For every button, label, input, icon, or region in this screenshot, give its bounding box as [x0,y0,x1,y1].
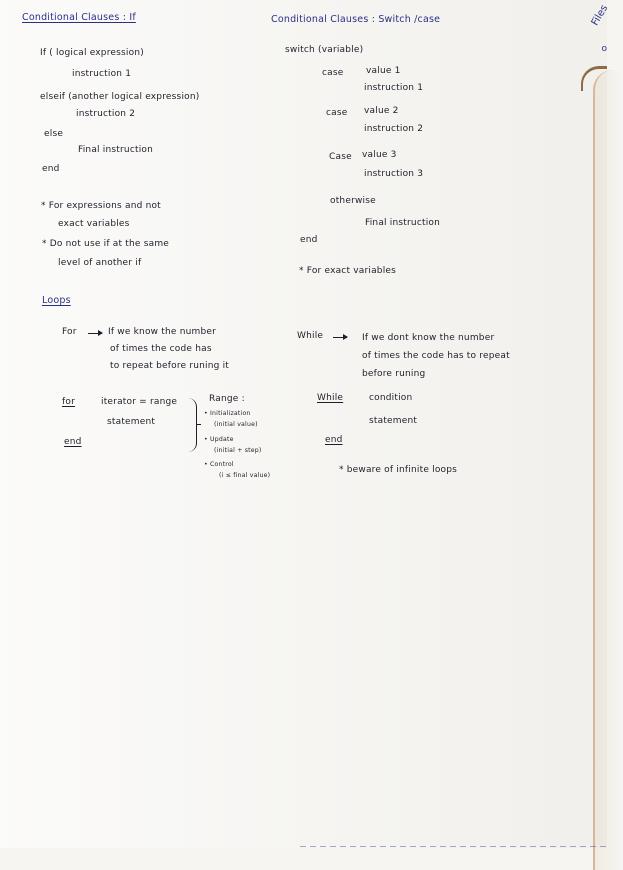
if-line-1: If ( logical expression) [40,48,144,58]
if-header: Conditional Clauses : If [22,12,136,23]
while-desc-2: of times the code has to repeat [362,351,510,361]
range-initialization: • Initialization [204,410,251,417]
switch-end: end [300,235,318,245]
while-label: While [297,331,324,341]
range-control: • Control [204,461,234,468]
page-edge-shadow [593,70,623,870]
range-brace [188,398,197,452]
otherwise: otherwise [330,196,376,206]
if-line-2: instruction 1 [72,69,132,79]
for-keyword: for [62,397,75,407]
bottom-edge-marks [300,846,607,847]
loops-title: Loops [42,295,71,306]
for-desc-3: to repeat before runing it [110,361,230,371]
while-desc-3: before runing [362,369,426,379]
while-arrow [333,337,347,338]
instruction-2: instruction 2 [364,124,424,134]
note-left-1b: exact variables [58,219,130,229]
while-desc-1: If we dont know the number [362,333,495,343]
final-instruction: Final instruction [365,218,441,228]
while-statement: statement [369,416,418,426]
for-statement: statement [107,417,156,427]
page-curl [581,66,607,91]
switch-note: * For exact variables [299,266,397,276]
while-note: * beware of infinite loops [339,465,458,475]
for-label: For [62,327,77,337]
instruction-3: instruction 3 [364,169,424,179]
range-control-sub: (i ≤ final value) [219,472,271,479]
while-end: end [325,435,343,445]
if-line-4: instruction 2 [76,109,136,119]
case-2: case [326,108,348,118]
switch-header: Conditional Clauses : Switch /case [271,14,441,25]
if-line-6: Final instruction [78,145,154,155]
if-line-5: else [44,129,64,139]
for-desc-1: If we know the number [108,327,217,337]
corner-files-label: Files [589,3,611,28]
corner-o-label: o [601,44,607,54]
range-update-sub: (initial + step) [214,447,262,454]
note-left-2b: level of another if [58,258,142,268]
value-3: value 3 [362,150,397,160]
for-iterator: iterator = range [101,397,178,407]
for-end: end [64,437,82,447]
switch-line: switch (variable) [285,45,364,55]
case-3: Case [329,152,352,162]
note-left-2a: * Do not use if at the same [42,239,170,249]
value-1: value 1 [366,66,401,76]
note-left-1a: * For expressions and not [41,201,161,211]
while-condition: condition [369,393,413,403]
range-title: Range : [209,394,245,404]
value-2: value 2 [364,106,399,116]
for-arrow [88,333,102,334]
while-keyword: While [317,393,344,403]
range-update: • Update [204,436,234,443]
for-desc-2: of times the code has [110,344,212,354]
if-line-7: end [42,164,60,174]
case-1: case [322,68,344,78]
if-line-3: elseif (another logical expression) [40,92,200,102]
instruction-1: instruction 1 [364,83,424,93]
range-initialization-sub: (initial value) [214,421,258,428]
